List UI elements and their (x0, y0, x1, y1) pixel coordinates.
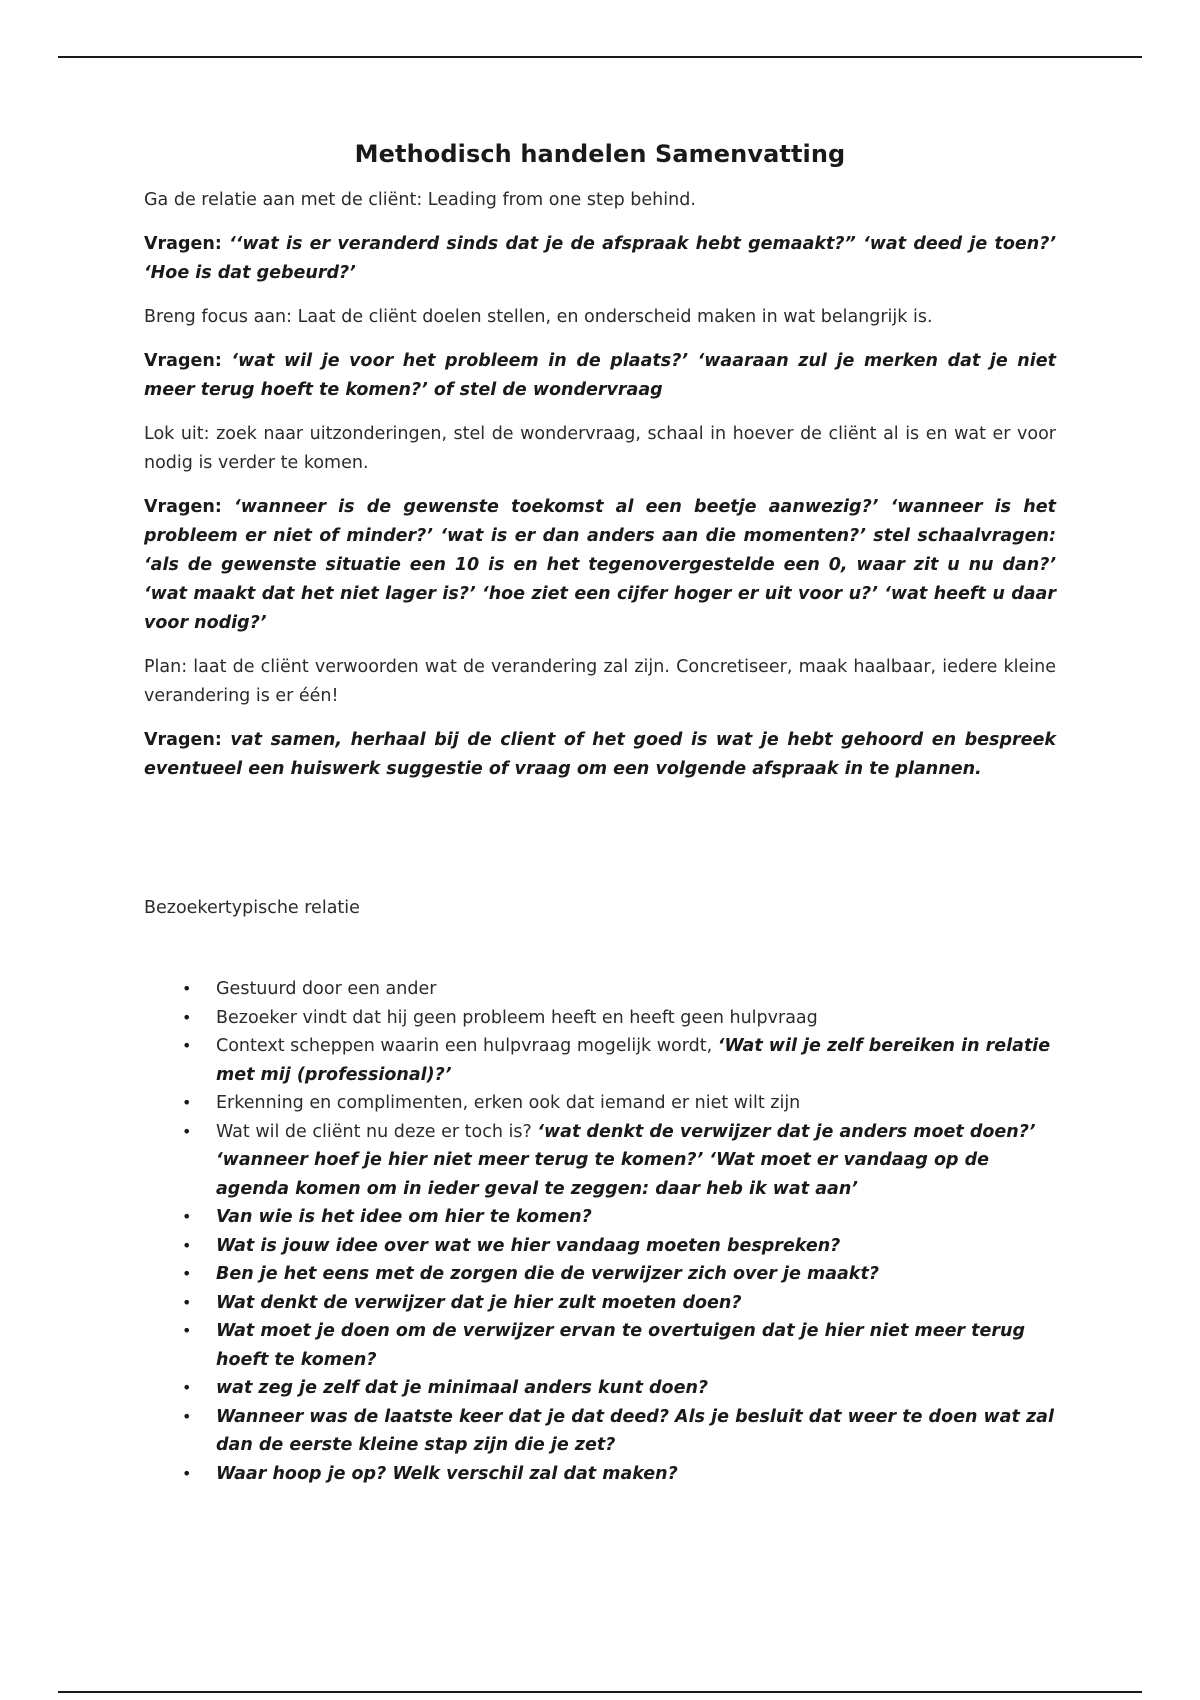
bullet-icon: • (182, 979, 192, 998)
list-item: • Context scheppen waarin een hulpvraag mogelijk wordt, ‘Wat wil je zelf bereiken in relatie met mij (professional)?’ (216, 1032, 1056, 1089)
paragraph-plan (144, 653, 1056, 711)
header-rule (58, 56, 1142, 58)
questions-label: Vragen: (144, 730, 231, 750)
section-heading: Bezoekertypische relatie (144, 898, 360, 918)
bullet-icon: • (182, 1121, 192, 1141)
bullet-list (144, 975, 1056, 1488)
questions-label: Vragen: (144, 351, 232, 371)
list-item: • Wanneer was de laatste keer dat je dat deed? Als je besluit dat weer te doen wat zal dan de eerste kleine stap zijn die je zet? (216, 1403, 1056, 1460)
questions-lok-uit (144, 493, 1056, 638)
list-item: • Wat is jouw idee over wat we hier vandaag moeten bespreken? (216, 1232, 1056, 1261)
paragraph-text: Breng focus aan: Laat de cliënt doelen stellen, en onderscheid maken in wat belangrijk is. (144, 307, 933, 327)
list-item: • Wat wil de cliënt nu deze er toch is? ‘wat denkt de verwijzer dat je anders moet doen?’ ‘wanneer hoef je hier niet meer terug te komen?’ ‘Wat moet er vandaag op de agenda komen om in ieder geval te zeggen: daar heb ik wat aan’ (216, 1118, 1056, 1204)
list-item: • Ben je het eens met de zorgen die de verwijzer zich over je maakt? (216, 1260, 1056, 1289)
paragraph-text: Ga de relatie aan met de cliënt: Leading from one step behind. (144, 190, 696, 210)
questions-label: Vragen: (144, 497, 235, 517)
questions-text: ‘‘wat is er veranderd sinds dat je de afspraak hebt gemaakt?” ‘wat deed je toen?’ ‘Hoe is dat gebeurd?’ (144, 234, 1056, 283)
footer-rule (58, 1691, 1142, 1693)
list-item: • Wat denkt de verwijzer dat je hier zult moeten doen? (216, 1289, 1056, 1318)
questions-plan (144, 726, 1056, 784)
bullet-icon: • (182, 1463, 192, 1483)
paragraph-text: Plan: laat de cliënt verwoorden wat de verandering zal zijn. Concretiseer, maak haalbaar, iedere kleine verandering is er één! (144, 657, 1056, 706)
questions-text: vat samen, herhaal bij de client of het goed is wat je hebt gehoord en bespreek eventueel een huiswerk suggestie of vraag om een volgende afspraak in te plannen. (144, 730, 1056, 779)
questions-relatie (144, 230, 1056, 288)
bullet-icon: • (182, 1321, 192, 1340)
bullet-icon: • (182, 1378, 192, 1397)
paragraph-focus (144, 303, 1056, 332)
bullet-icon: • (182, 1207, 192, 1226)
list-item: • Van wie is het idee om hier te komen? (216, 1203, 1056, 1232)
bullet-icon: • (182, 1235, 192, 1255)
bullet-icon: • (182, 1292, 192, 1312)
questions-text: ‘wanneer is de gewenste toekomst al een beetje aanwezig?’ ‘wanneer is het probleem er niet of minder?’ ‘wat is er dan anders aan die momenten?’ stel schaalvragen: ‘als de gewenste situatie een 10 is en het tegenovergestelde een 0, waar zit u nu dan?’ ‘wat maakt dat het niet lager is?’ ‘hoe ziet een cijfer hoger er uit voor u?’ ‘wat heeft u daar voor nodig?’ (144, 497, 1056, 633)
list-item: • wat zeg je zelf dat je minimaal anders kunt doen? (216, 1374, 1056, 1403)
paragraph-relatie (144, 186, 1056, 215)
bullet-icon: • (182, 1406, 192, 1426)
list-item: • Waar hoop je op? Welk verschil zal dat maken? (216, 1460, 1056, 1489)
page-title: Methodisch handelen Samenvatting (354, 140, 846, 168)
bullet-icon: • (182, 1093, 192, 1112)
paragraph-lok-uit (144, 420, 1056, 478)
list-item: • Erkenning en complimenten, erken ook dat iemand er niet wilt zijn (216, 1089, 1056, 1118)
bullet-icon: • (182, 1036, 192, 1055)
bullet-icon: • (182, 1264, 192, 1283)
list-item: • Gestuurd door een ander (216, 975, 1056, 1004)
list-item: • Wat moet je doen om de verwijzer ervan te overtuigen dat je hier niet meer terug hoeft te komen? (216, 1317, 1056, 1374)
list-item: • Bezoeker vindt dat hij geen probleem heeft en heeft geen hulpvraag (216, 1004, 1056, 1033)
bullet-icon: • (182, 1007, 192, 1027)
paragraph-text: Lok uit: zoek naar uitzonderingen, stel de wondervraag, schaal in hoever de cliënt al is en wat er voor nodig is verder te komen. (144, 424, 1056, 473)
questions-text: ‘wat wil je voor het probleem in de plaats?’ ‘waaraan zul je merken dat je niet meer terug hoeft te komen?’ of stel de wondervraag (144, 351, 1056, 400)
document-body (144, 140, 1056, 1488)
questions-label: Vragen: (144, 234, 230, 254)
questions-focus (144, 347, 1056, 405)
